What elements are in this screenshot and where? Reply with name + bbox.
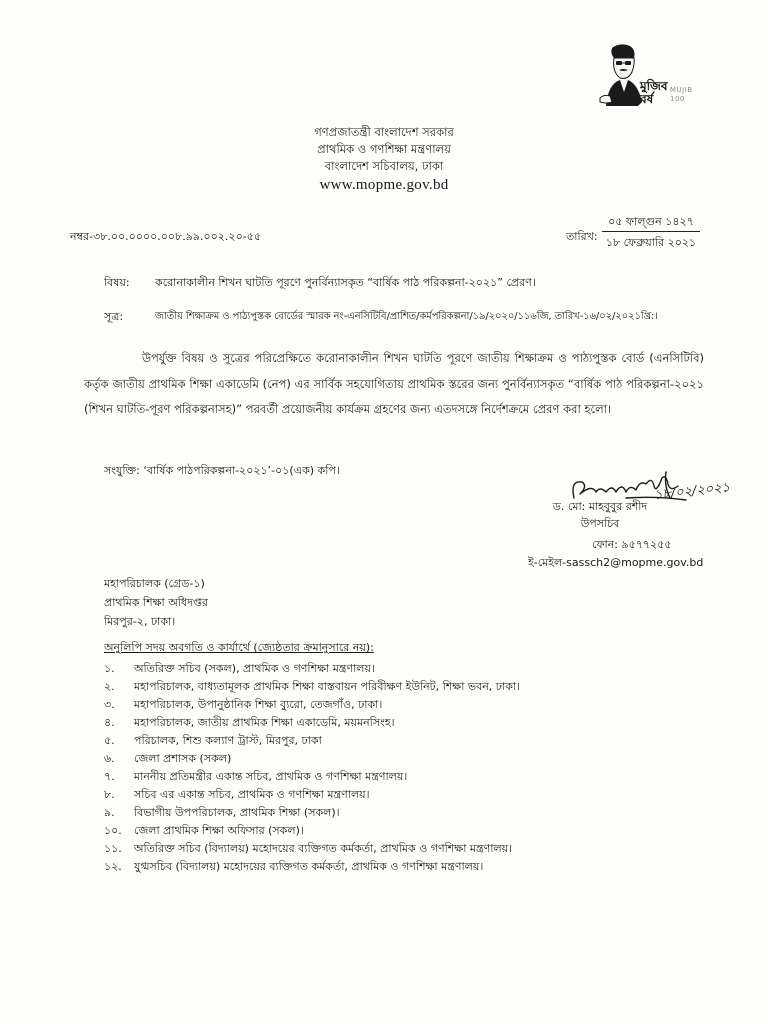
mujib-borsho-logo xyxy=(598,42,698,108)
reference-label: সূত্র: xyxy=(104,310,124,323)
list-item xyxy=(104,768,520,786)
list-item-text: মহাপরিচালক, উপানুষ্ঠানিক শিক্ষা ব্যুরো, তেজগাঁও, ঢাকা। xyxy=(134,698,383,711)
list-item xyxy=(104,696,520,714)
list-item-text: সচিব এর একান্ত সচিব, প্রাথমিক ও গণশিক্ষা মন্ত্রণালয়। xyxy=(134,788,370,801)
handwritten-date: ১৮/০২/২০২১ xyxy=(653,480,731,503)
signatory-designation: উপসচিব xyxy=(580,517,620,530)
list-item xyxy=(104,786,520,804)
signatory-phone: ফোন: ৯৫৭৭২৫৫ xyxy=(592,538,672,551)
ministry-header xyxy=(0,124,768,195)
logo-mujib100-text: MUJIB 100 xyxy=(670,86,693,103)
list-item-number: ৩. xyxy=(104,698,115,711)
govt-name: গণপ্রজাতন্ত্রী বাংলাদেশ সরকার xyxy=(314,125,454,139)
list-item-number: ৫. xyxy=(104,734,115,747)
list-item-number: ৯. xyxy=(104,806,115,819)
ministry-name: প্রাথমিক ও গণশিক্ষা মন্ত্রণালয় xyxy=(317,142,451,156)
list-item-number: ১১. xyxy=(104,842,122,855)
list-item xyxy=(104,714,520,732)
recipient-title: মহাপরিচালক (গ্রেড-১) xyxy=(104,577,205,590)
list-item-number: ৪. xyxy=(104,716,115,729)
date-label: তারিখ: xyxy=(566,230,598,243)
recipient-address: মিরপুর-২, ঢাকা। xyxy=(104,615,176,628)
list-item xyxy=(104,804,520,822)
ministry-website: www.mopme.gov.bd xyxy=(319,177,449,193)
signatory-email: ই-মেইল-sassch2@mopme.gov.bd xyxy=(528,556,704,569)
list-item-number: ১০. xyxy=(104,824,122,837)
list-item xyxy=(104,678,520,696)
list-item-number: ১২. xyxy=(104,860,122,873)
list-item-text: যুগ্মসচিব (বিদ্যালয়) মহোদয়ের ব্যক্তিগত কর্মকর্তা, প্রাথমিক ও গণশিক্ষা মন্ত্রণালয়। xyxy=(134,860,484,873)
list-item xyxy=(104,822,520,840)
subject-text: করোনাকালীন শিখন ঘাটতি পূরণে পুনর্বিন্যাসকৃত “বার্ষিক পাঠ পরিকল্পনা-২০২১” প্রেরণ। xyxy=(155,276,536,289)
logo-text: মুজিব বর্ষ xyxy=(640,79,668,106)
list-item-number: ১. xyxy=(104,662,115,675)
date-bangla-calendar: ০৫ ফাল্গুন ১৪২৭ xyxy=(602,213,700,232)
list-item-number: ৮. xyxy=(104,788,115,801)
memo-date xyxy=(602,213,700,251)
copy-list-heading: অনুলিপি সদয় অবগতি ও কার্যার্থে (জ্যেষ্ঠতার ক্রমানুসারে নয়): xyxy=(104,641,374,654)
body-text: উপর্যুক্ত বিষয় ও সূত্রের পরিপ্রেক্ষিতে করোনাকালীন শিখন ঘাটতি পূরণে জাতীয় শিক্ষাক্রম ও পাঠ্যপুস্তক বোর্ড (এনসিটিবি) কর্তৃক জাতীয় প্রাথমিক শিক্ষা একাডেমি (নেপ) এর সার্বিক সহযোগিতায় প্রাথমিক স্তরের জন্য পুনর্বিন্যাসকৃত “বার্ষিক পাঠ পরিকল্পনা-২০২১ (শিখন ঘাটতি-পূরণ পরিকল্পনাসহ)” পরবর্তী প্রয়োজনীয় কার্যক্রম গ্রহণের জন্য এতদসঙ্গে নির্দেশক্রমে প্রেরণ করা হলো। xyxy=(84,351,704,416)
memo-number: নম্বর-৩৮.০০.০০০০.০০৮.৯৯.০০২.২০-৫৫ xyxy=(70,230,261,243)
list-item-number: ৬. xyxy=(104,752,115,765)
list-item-number: ৭. xyxy=(104,770,115,783)
list-item xyxy=(104,858,520,876)
list-item-text: মাননীয় প্রতিমন্ত্রীর একান্ত সচিব, প্রাথমিক ও গণশিক্ষা মন্ত্রণালয়। xyxy=(134,770,408,783)
recipient-office: প্রাথমিক শিক্ষা অধিদপ্তর xyxy=(104,596,208,609)
subject-label: বিষয়: xyxy=(104,276,130,289)
reference-text: জাতীয় শিক্ষাক্রম ও পাঠ্যপুস্তক বোর্ডের স্মারক নং-এনসিটিবি/প্রাশিত/কর্মপরিকল্পনা/১৯/২০২০/১১৬জি, তারিখ-১৬/০২/২০২১খ্রি:। xyxy=(155,311,658,322)
list-item-text: মহাপরিচালক, জাতীয় প্রাথমিক শিক্ষা একাডেমি, ময়মনসিংহ। xyxy=(134,716,395,729)
list-item-text: বিভাগীয় উপপরিচালক, প্রাথমিক শিক্ষা (সকল)। xyxy=(134,806,340,819)
list-item-text: জেলা প্রশাসক (সকল) xyxy=(134,752,232,765)
date-english-calendar: ১৮ ফেব্রুয়ারি ২০২১ xyxy=(605,236,697,249)
signatory-block xyxy=(520,498,680,532)
list-item-text: পরিচালক, শিশু কল্যাণ ট্রাস্ট, মিরপুর, ঢাকা xyxy=(134,734,322,747)
secretariat-address: বাংলাদেশ সচিবালয়, ঢাকা xyxy=(324,159,444,173)
signatory-name: ড. মো: মাহবুবুর রশীদ xyxy=(552,500,648,513)
recipient-block xyxy=(104,574,208,631)
list-item-number: ২. xyxy=(104,680,115,693)
list-item xyxy=(104,750,520,768)
list-item-text: অতিরিক্ত সচিব (সকল), প্রাথমিক ও গণশিক্ষা মন্ত্রণালয়। xyxy=(134,662,375,675)
attachment-line: সংযুক্তি: ‘বার্ষিক পাঠপরিকল্পনা-২০২১’-০১(এক) কপি। xyxy=(104,464,340,477)
list-item xyxy=(104,840,520,858)
list-item-text: জেলা প্রাথমিক শিক্ষা অফিসার (সকল)। xyxy=(134,824,304,837)
copy-list xyxy=(104,660,520,876)
list-item-text: অতিরিক্ত সচিব (বিদ্যালয়) মহোদয়ের ব্যক্তিগত কর্মকর্তা, প্রাথমিক ও গণশিক্ষা মন্ত্রণালয়। xyxy=(134,842,513,855)
list-item-text: মহাপরিচালক, বাধ্যতামূলক প্রাথমিক শিক্ষা বাস্তবায়ন পরিবীক্ষণ ইউনিট, শিক্ষা ভবন, ঢাকা। xyxy=(134,680,521,693)
body-paragraph xyxy=(84,346,704,423)
list-item xyxy=(104,660,520,678)
list-item xyxy=(104,732,520,750)
